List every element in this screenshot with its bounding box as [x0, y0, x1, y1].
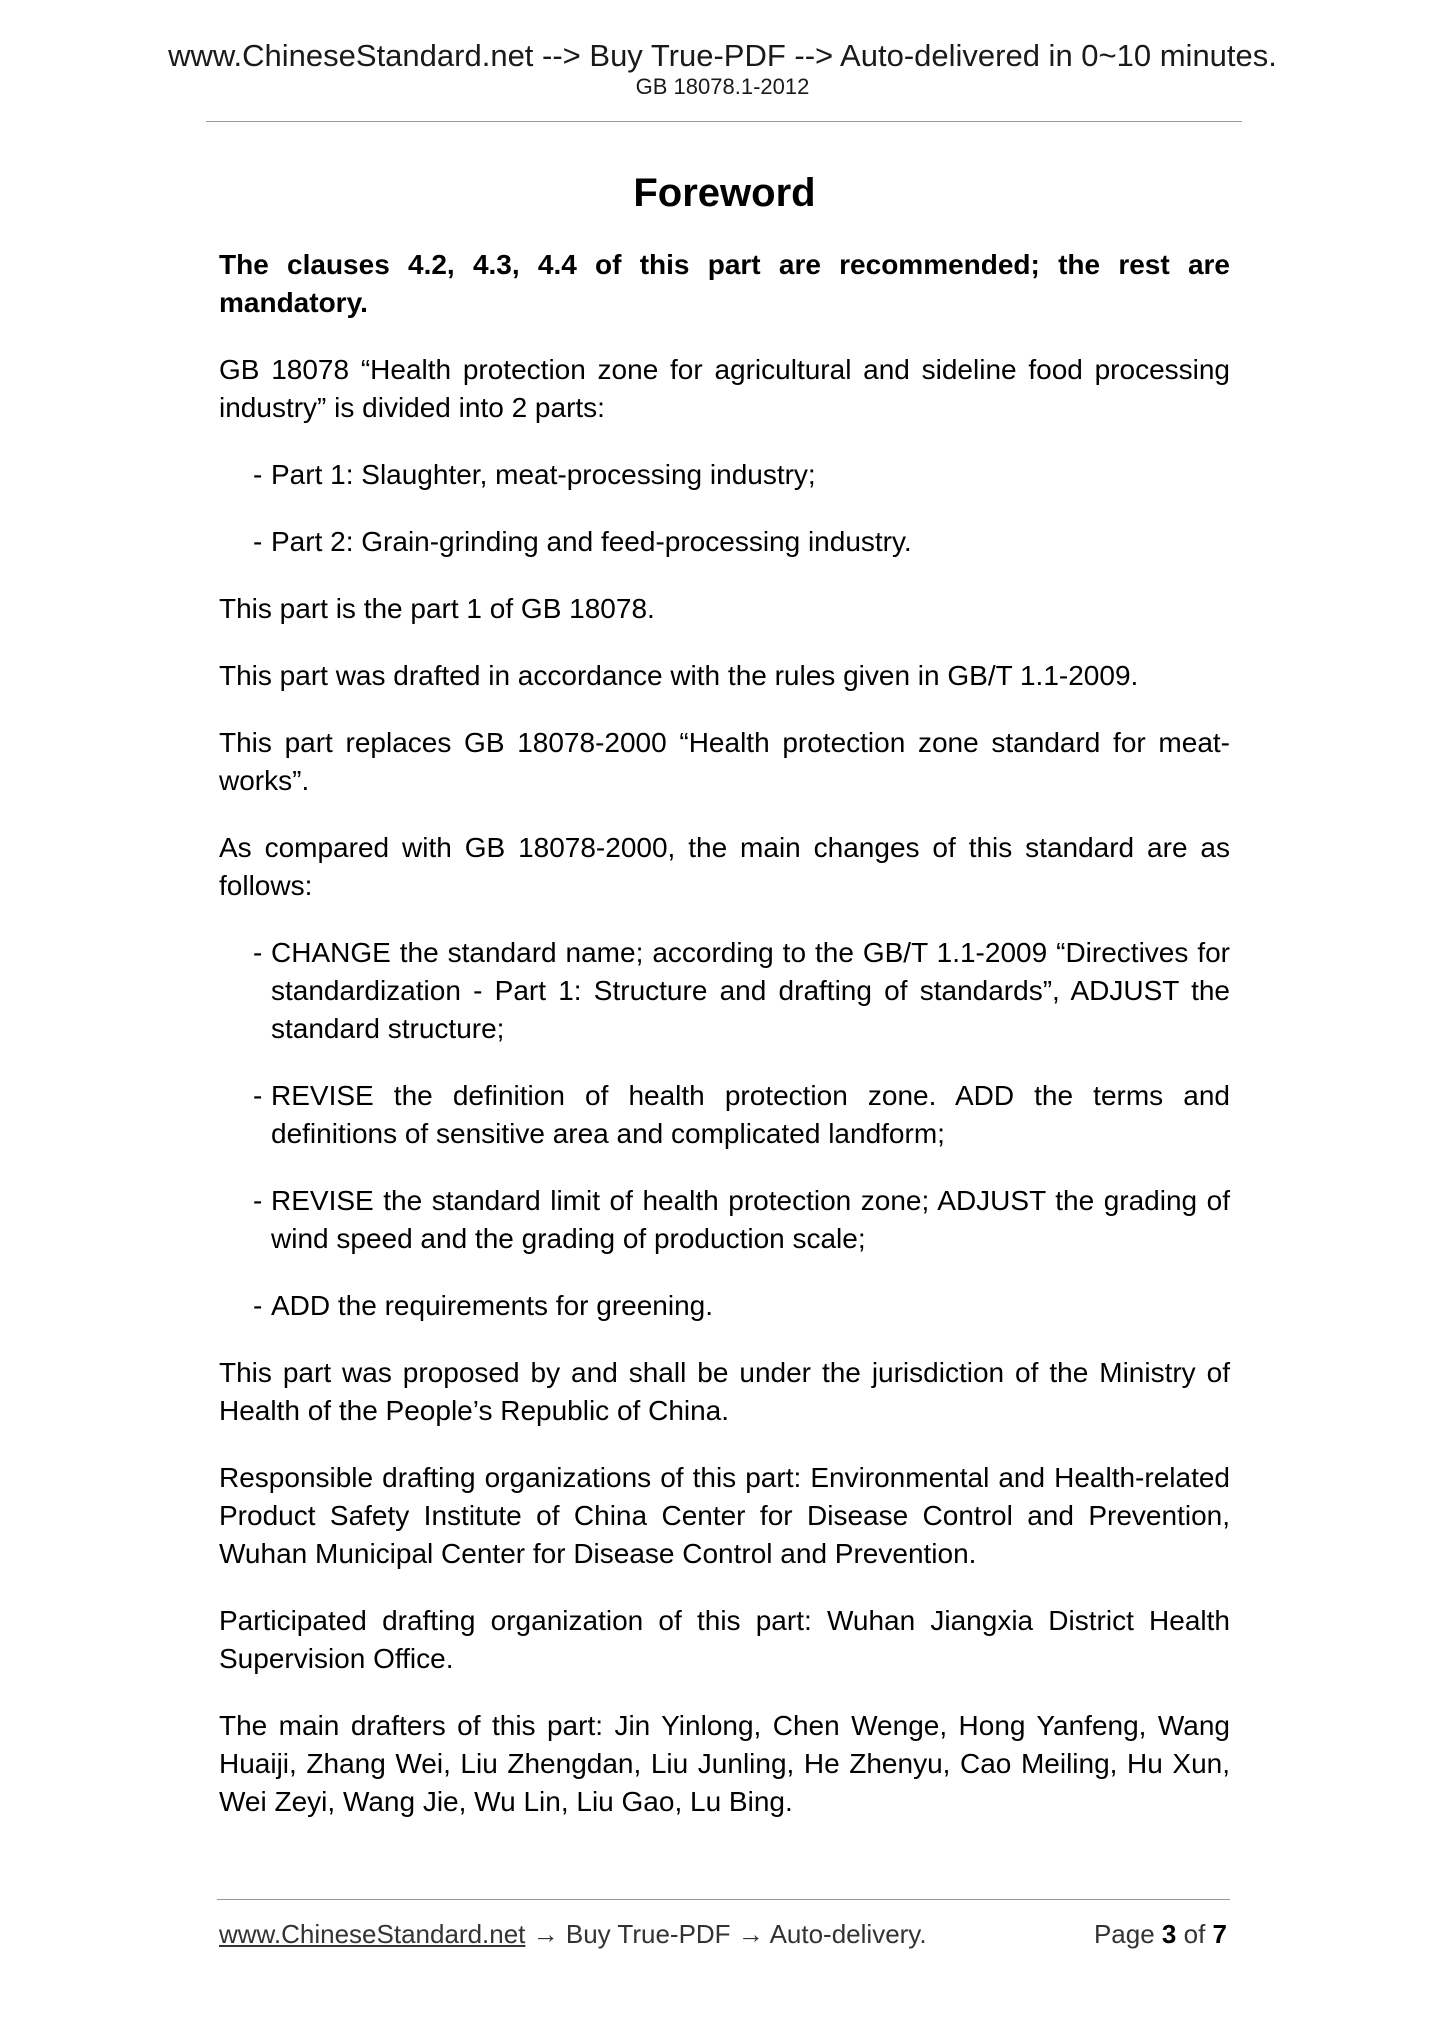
footer-tagline: → Buy True-PDF → Auto-delivery. — [525, 1919, 927, 1949]
list-item-change-3 — [219, 1182, 1230, 1258]
paragraph-participated: Participated drafting organization of this part: Wuhan Jiangxia District Health Supervision Office. — [219, 1605, 1230, 1674]
paragraph-drafters: The main drafters of this part: Jin Yinlong, Chen Wenge, Hong Yanfeng, Wang Huaiji, Zhang Wei, Liu Zhengdan, Liu Junling, He Zhenyu, Cao Meiling, Hu Xun, Wei Zeyi, Wang Jie, Wu Lin, Liu Gao, Lu Bing. — [219, 1710, 1230, 1817]
list-item-text: REVISE the standard limit of health protection zone; ADJUST the grading of wind speed and the grading of production scale; — [271, 1185, 1230, 1254]
list-item-text: Part 1: Slaughter, meat-processing industry; — [271, 459, 816, 490]
paragraph-compared: As compared with GB 18078-2000, the main changes of this standard are as follows: — [219, 832, 1230, 901]
paragraph-replaces: This part replaces GB 18078-2000 “Health protection zone standard for meat-works”. — [219, 727, 1230, 796]
paragraph-drafted: This part was drafted in accordance with the rules given in GB/T 1.1-2009. — [219, 660, 1139, 691]
footer-link[interactable]: www.ChineseStandard.net — [219, 1919, 526, 1949]
paragraph-proposed: This part was proposed by and shall be under the jurisdiction of the Ministry of Health of the People’s Republic of China. — [219, 1357, 1230, 1426]
list-item-part-2 — [219, 523, 1230, 561]
mandatory-clause-note: The clauses 4.2, 4.3, 4.4 of this part are recommended; the rest are mandatory. — [219, 249, 1230, 318]
list-dash: - — [253, 526, 263, 557]
page-label: Page — [1093, 1919, 1155, 1949]
list-dash: - — [253, 937, 263, 968]
page-title: Foreword — [633, 171, 816, 215]
list-item-text: ADD the requirements for greening. — [271, 1290, 713, 1321]
list-dash: - — [253, 1080, 263, 1111]
paragraph-responsible: Responsible drafting organizations of this part: Environmental and Health-related Product Safety Institute of China Center for Disease Control and Prevention, Wuhan Municipal Center for Disease Control and Prevention. — [219, 1462, 1230, 1569]
header-divider — [206, 121, 1242, 122]
list-item-change-2 — [219, 1077, 1230, 1153]
document-code: GB 18078.1-2012 — [635, 74, 810, 99]
list-item-text: Part 2: Grain-grinding and feed-processing industry. — [271, 526, 912, 557]
paragraph-part1: This part is the part 1 of GB 18078. — [219, 593, 655, 624]
top-banner: www.ChineseStandard.net --> Buy True-PDF --> Auto-delivered in 0~10 minutes. — [168, 38, 1277, 73]
list-item-change-1 — [219, 934, 1230, 1048]
page-current: 3 — [1161, 1919, 1177, 1949]
list-item-text: REVISE the definition of health protection zone. ADD the terms and definitions of sensitive area and complicated landform; — [271, 1080, 1230, 1149]
list-dash: - — [253, 1290, 263, 1321]
list-item-text: CHANGE the standard name; according to the GB/T 1.1-2009 “Directives for standardization - Part 1: Structure and drafting of standards”, ADJUST the standard structure; — [271, 937, 1230, 1044]
page-content — [219, 168, 1230, 1850]
list-item-change-4 — [219, 1287, 1230, 1325]
page-number — [1094, 1921, 1227, 1947]
footer-left — [219, 1921, 927, 1947]
paragraph-divided: GB 18078 “Health protection zone for agricultural and sideline food processing industry” is divided into 2 parts: — [219, 354, 1230, 423]
list-item-part-1 — [219, 456, 1230, 494]
footer-divider — [217, 1899, 1230, 1900]
page-total: 7 — [1212, 1919, 1227, 1949]
list-dash: - — [253, 459, 263, 490]
list-dash: - — [253, 1185, 263, 1216]
page-of: of — [1183, 1919, 1206, 1949]
